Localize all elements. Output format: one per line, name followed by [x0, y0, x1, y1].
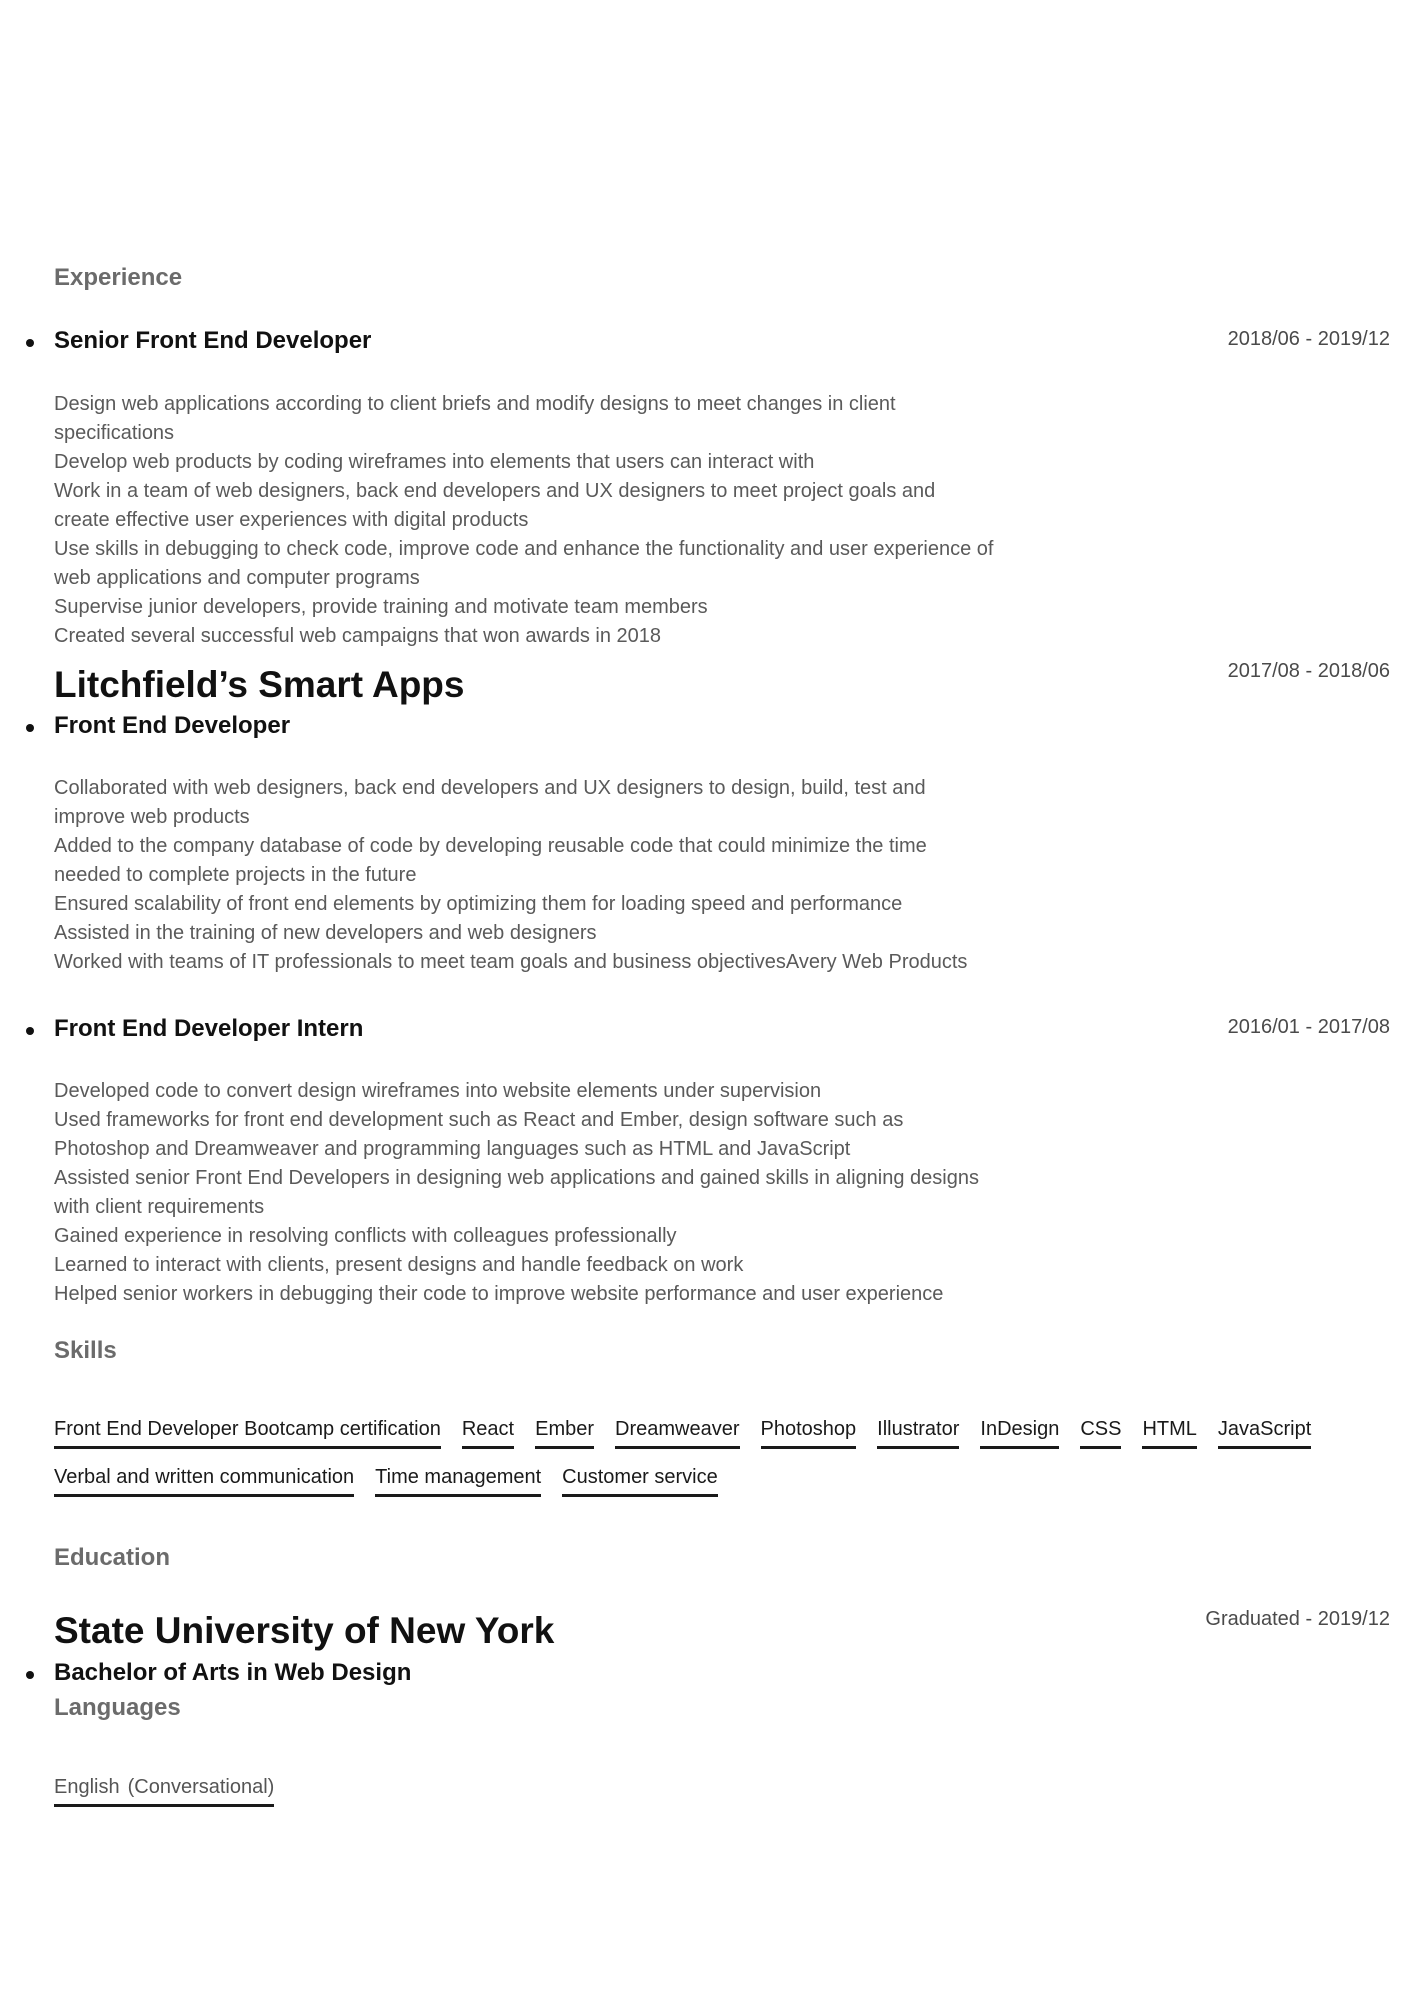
experience-heading: Experience	[54, 264, 183, 291]
job-date: 2016/01 - 2017/08	[1227, 1016, 1390, 1038]
bullet-icon	[26, 1671, 34, 1679]
skill-tag: Illustrator	[877, 1415, 959, 1449]
job-date: 2017/08 - 2018/06	[1227, 660, 1390, 682]
job-description-line: Work in a team of web designers, back end developers and UX designers to meet project goals and create effective user experiences with digital products	[54, 480, 936, 531]
degree-title: Bachelor of Arts in Web Design	[54, 1659, 412, 1686]
school-name: State University of New York	[54, 1610, 555, 1651]
skill-tag: CSS	[1080, 1415, 1121, 1449]
language-name: English	[54, 1776, 120, 1798]
job-description-line: Gained experience in resolving conflicts with colleagues professionally	[54, 1225, 677, 1247]
job-description-line: Supervise junior developers, provide training and motivate team members	[54, 596, 708, 618]
skills-list	[54, 1415, 1394, 1497]
language-level: (Conversational)	[127, 1776, 275, 1798]
job-description-line: Helped senior workers in debugging their code to improve website performance and user experience	[54, 1283, 944, 1305]
skill-tag: JavaScript	[1218, 1415, 1311, 1449]
job-description-line: Use skills in debugging to check code, improve code and enhance the functionality and user experience of web applications and computer programs	[54, 538, 994, 589]
job-title: Front End Developer	[54, 712, 291, 739]
job-description-line: Assisted in the training of new developers and web designers	[54, 922, 597, 944]
language-item	[54, 1773, 274, 1807]
bullet-icon	[26, 339, 34, 347]
job-description-line: Used frameworks for front end development such as React and Ember, design software such as Photoshop and Dreamweaver and programming languages such as HTML and JavaScript	[54, 1109, 904, 1160]
bullet-icon	[26, 724, 34, 732]
job-description	[54, 390, 994, 651]
job-description	[54, 774, 994, 977]
skill-tag: Customer service	[562, 1463, 718, 1497]
job-description-line: Collaborated with web designers, back end developers and UX designers to design, build, test and improve web products	[54, 777, 926, 828]
company-name: Litchfield’s Smart Apps	[54, 664, 465, 705]
languages-heading: Languages	[54, 1694, 181, 1721]
education-heading: Education	[54, 1544, 171, 1571]
job-description-line: Added to the company database of code by developing reusable code that could minimize the time needed to complete projects in the future	[54, 835, 927, 886]
education-date: Graduated - 2019/12	[1205, 1608, 1390, 1630]
job-description-line: Design web applications according to client briefs and modify designs to meet changes in client specifications	[54, 393, 896, 444]
skill-tag: Dreamweaver	[615, 1415, 739, 1449]
skill-tag: Ember	[535, 1415, 594, 1449]
job-description-line: Created several successful web campaigns that won awards in 2018	[54, 625, 661, 647]
skill-tag: Verbal and written communication	[54, 1463, 354, 1497]
skill-tag: Time management	[375, 1463, 541, 1497]
skill-tag: Photoshop	[761, 1415, 857, 1449]
skill-tag: React	[462, 1415, 514, 1449]
job-description-line: Learned to interact with clients, present designs and handle feedback on work	[54, 1254, 744, 1276]
job-description-line: Developed code to convert design wireframes into website elements under supervision	[54, 1080, 822, 1102]
job-title: Front End Developer Intern	[54, 1015, 364, 1042]
job-description-line: Develop web products by coding wireframes into elements that users can interact with	[54, 451, 815, 473]
skill-tag: HTML	[1142, 1415, 1196, 1449]
skills-heading: Skills	[54, 1337, 117, 1364]
job-title: Senior Front End Developer	[54, 327, 372, 354]
job-description	[54, 1077, 994, 1309]
job-description-line: Ensured scalability of front end elements by optimizing them for loading speed and performance	[54, 893, 903, 915]
bullet-icon	[26, 1027, 34, 1035]
job-description-line: Assisted senior Front End Developers in designing web applications and gained skills in aligning designs with client requirements	[54, 1167, 979, 1218]
job-description-line: Worked with teams of IT professionals to meet team goals and business objectivesAvery Web Products	[54, 951, 968, 973]
job-date: 2018/06 - 2019/12	[1227, 328, 1390, 350]
skill-tag: Front End Developer Bootcamp certification	[54, 1415, 441, 1449]
skill-tag: InDesign	[980, 1415, 1059, 1449]
